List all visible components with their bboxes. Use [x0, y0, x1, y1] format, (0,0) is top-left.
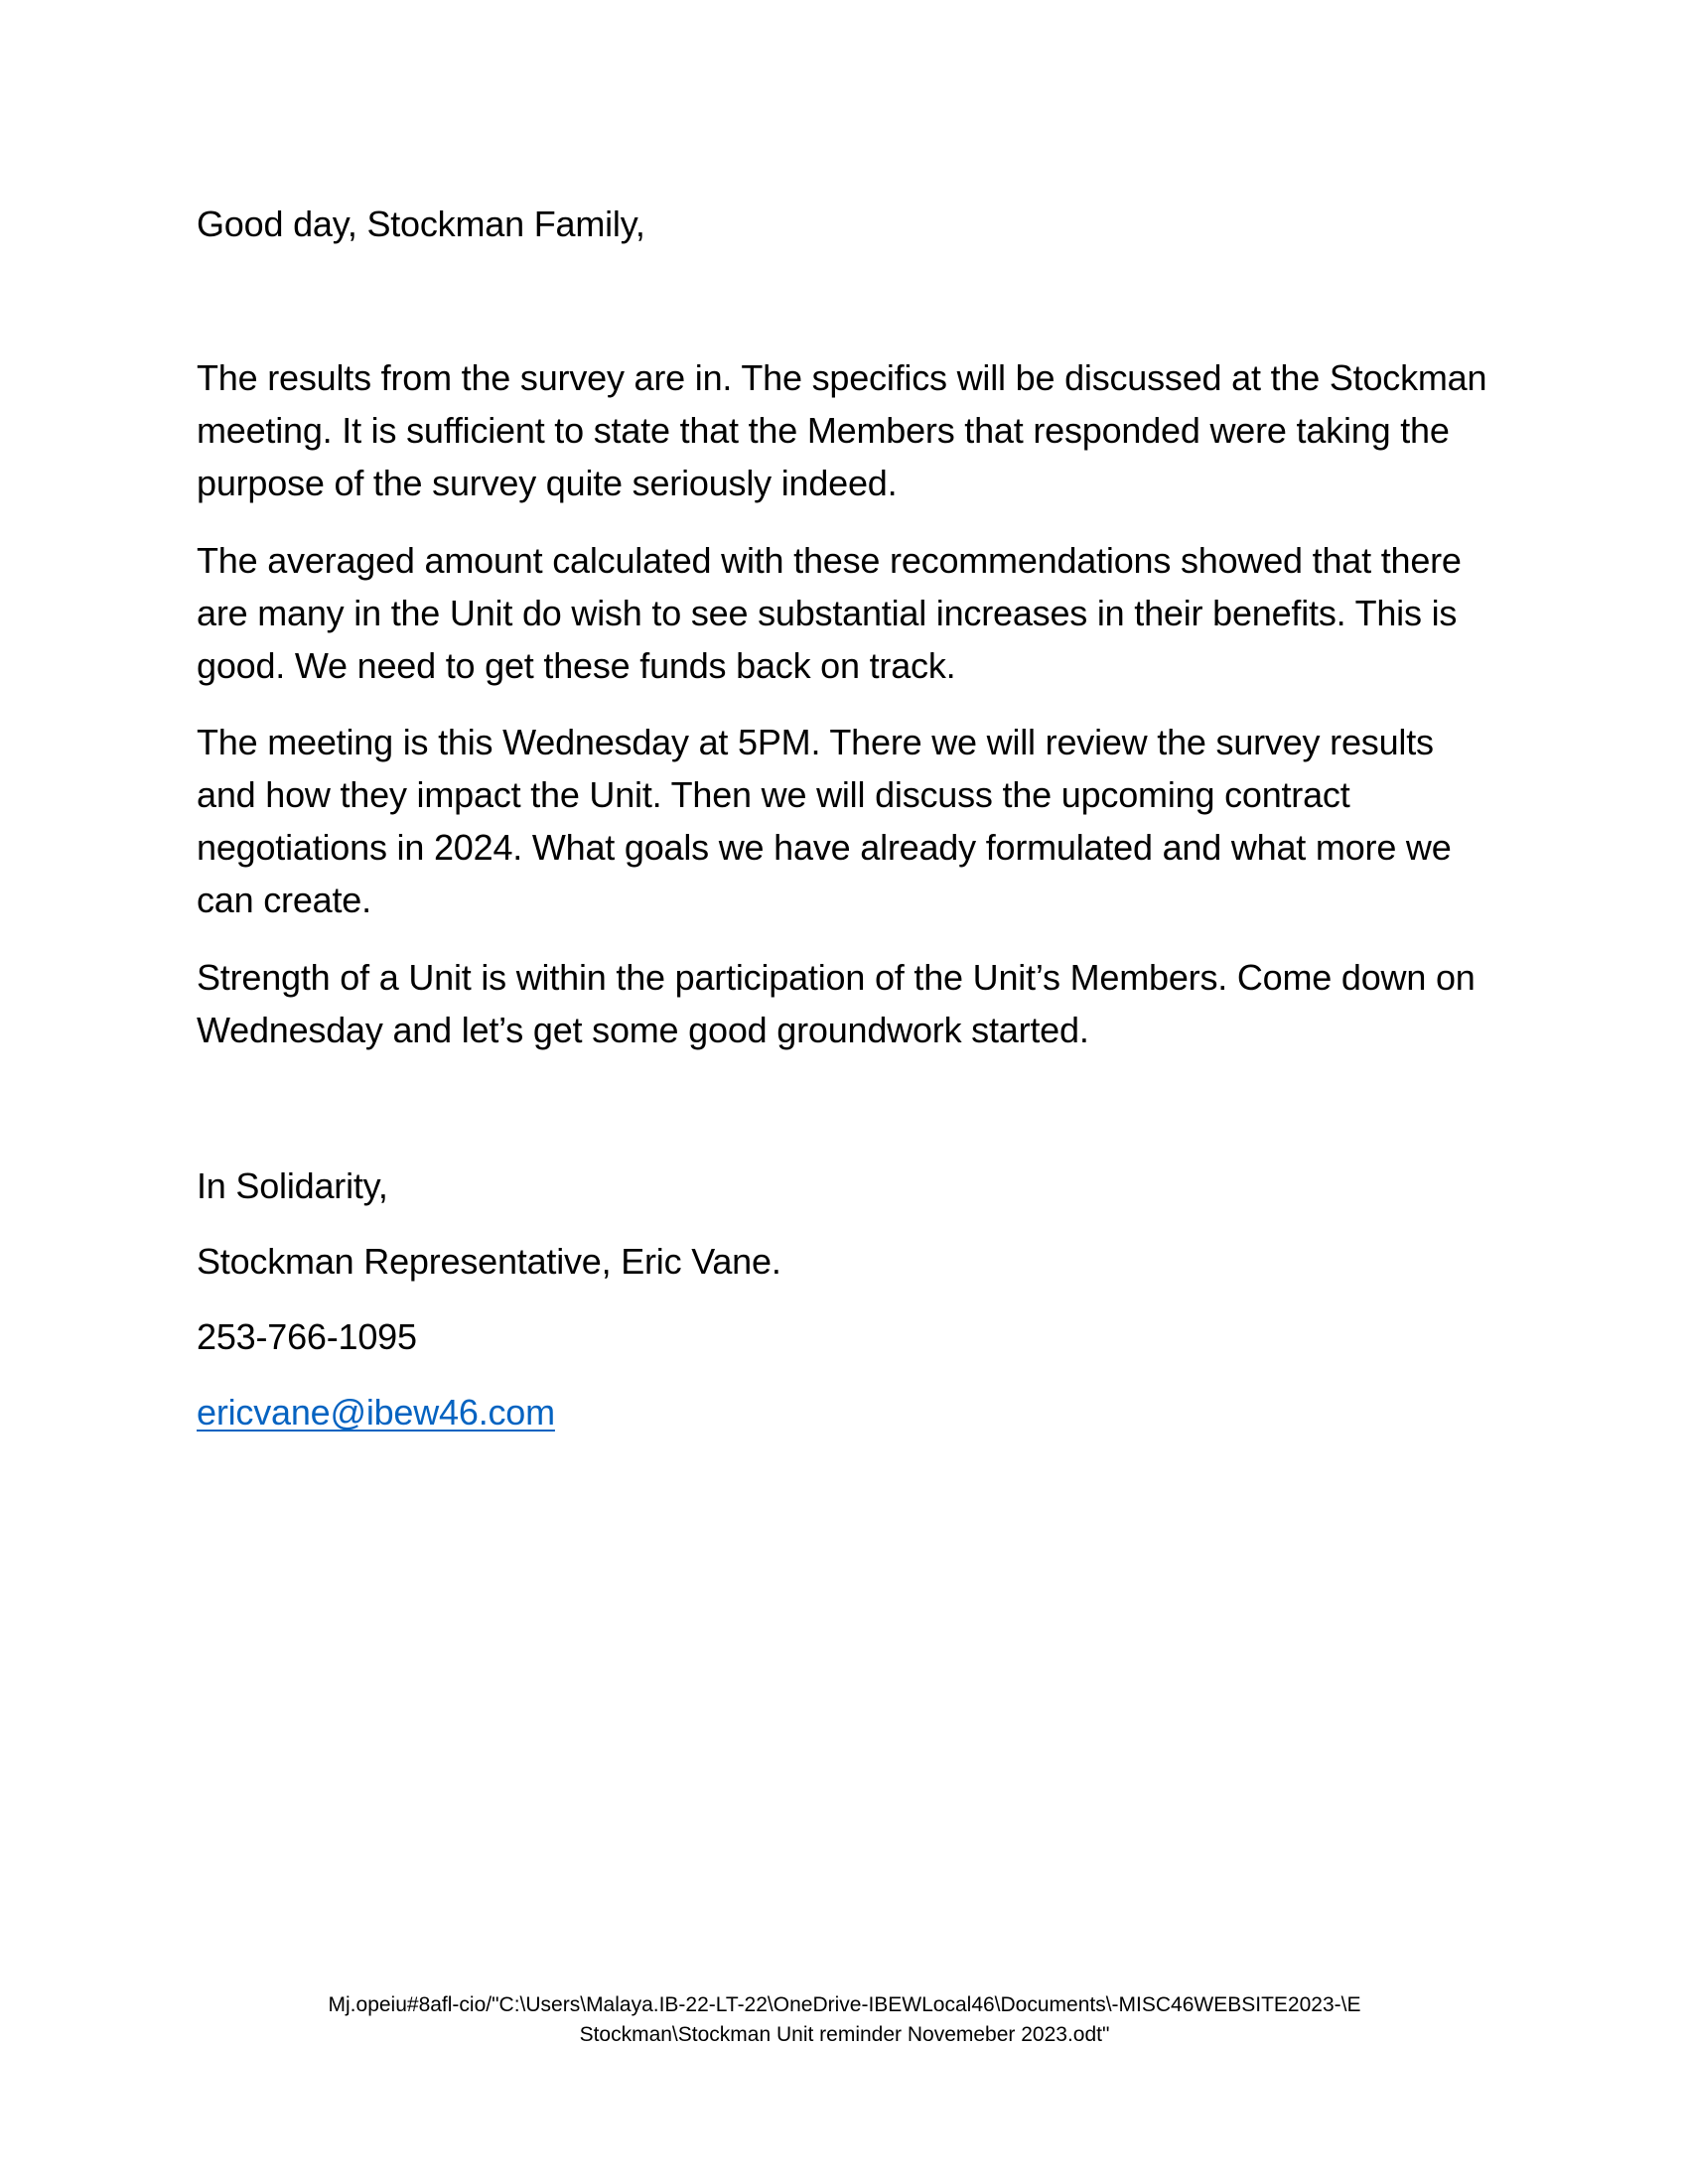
letter-paragraph-strength-of-unit: Strength of a Unit is within the participation of the Unit’s Members. Come down on Wednesday and let’s get some good groundwork started.	[197, 957, 1476, 1050]
letter-paragraph-survey-results: The results from the survey are in. The specifics will be discussed at the Stockman meeting. It is sufficient to state that the Members that responded were taking the purpose of the survey quite seriously indeed.	[197, 357, 1487, 503]
letter-greeting: Good day, Stockman Family,	[197, 204, 645, 244]
letter-paragraph-meeting-details: The meeting is this Wednesday at 5PM. There we will review the survey results and how they impact the Unit. Then we will discuss the upcoming contract negotiations in 2024. What goals we have already formulated and what more we can create.	[197, 722, 1452, 920]
contact-email-link[interactable]: ericvane@ibew46.com	[197, 1392, 555, 1433]
letter-signature: Stockman Representative, Eric Vane.	[197, 1241, 781, 1282]
footer-path-line-2: Stockman\Stockman Unit reminder Novemeber 2023.odt"	[579, 2023, 1110, 2046]
contact-phone: 253-766-1095	[197, 1316, 417, 1357]
letter-paragraph-averaged-amount: The averaged amount calculated with these recommendations showed that there are many in the Unit do wish to see substantial increases in their benefits. This is good. We need to get these funds back on track.	[197, 540, 1462, 686]
contact-email-line	[197, 1386, 1497, 1438]
letter-closing: In Solidarity,	[197, 1165, 388, 1206]
footer-file-path	[149, 1990, 1540, 2050]
footer-path-line-1: Mj.opeiu#8afl-cio/"C:\Users\Malaya.IB-22-LT-22\OneDrive-IBEWLocal46\Documents\-MISC46WEBSITE2023-\E	[328, 1993, 1361, 2016]
